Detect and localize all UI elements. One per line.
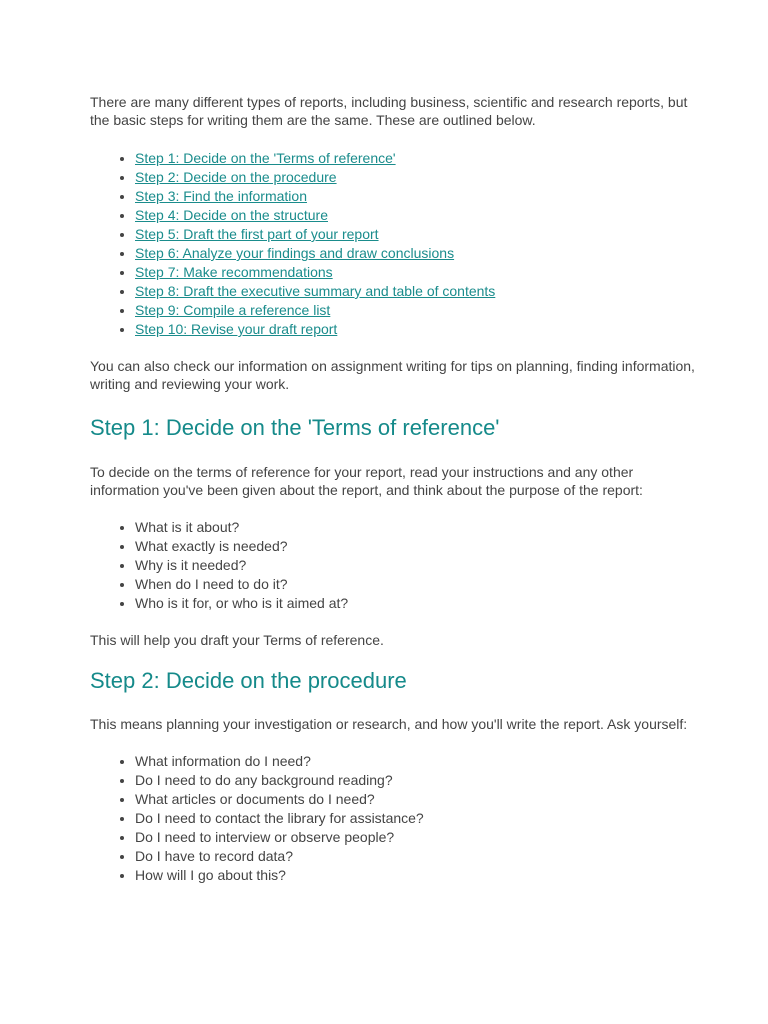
list-item: • What articles or documents do I need?: [135, 790, 700, 809]
step-1-question-list: [90, 518, 700, 613]
step-3-link[interactable]: Step 3: Find the information: [135, 188, 307, 204]
list-item: [135, 149, 700, 168]
step-1-paragraph: To decide on the terms of reference for your report, read your instructions and any other information you've been given about the report, and think about the purpose of the report:: [90, 464, 643, 498]
step-2-heading: Step 2: Decide on the procedure: [90, 668, 407, 693]
list-item: • How will I go about this?: [135, 866, 700, 885]
list-item: [135, 168, 700, 187]
list-item: • What exactly is needed?: [135, 537, 700, 556]
list-item: • Do I need to do any background reading?: [135, 771, 700, 790]
list-item: [135, 263, 700, 282]
list-item: [135, 206, 700, 225]
list-item: [135, 301, 700, 320]
step-7-link[interactable]: Step 7: Make recommendations: [135, 264, 333, 280]
list-item: [135, 320, 700, 339]
step-5-link[interactable]: Step 5: Draft the first part of your report: [135, 226, 379, 242]
list-item: • Do I have to record data?: [135, 847, 700, 866]
step-2-question-list: [90, 752, 700, 885]
step-1-outro-paragraph: This will help you draft your Terms of reference.: [90, 632, 384, 648]
list-item: [135, 187, 700, 206]
list-item: • Who is it for, or who is it aimed at?: [135, 594, 700, 613]
steps-link-list: [90, 149, 700, 339]
list-item: • Why is it needed?: [135, 556, 700, 575]
assignment-writing-paragraph: You can also check our information on assignment writing for tips on planning, finding information, writing and reviewing your work.: [90, 358, 695, 392]
list-item: [135, 225, 700, 244]
step-1-heading: Step 1: Decide on the 'Terms of reference': [90, 415, 500, 440]
step-4-link[interactable]: Step 4: Decide on the structure: [135, 207, 328, 223]
step-10-link[interactable]: Step 10: Revise your draft report: [135, 321, 338, 337]
step-6-link[interactable]: Step 6: Analyze your findings and draw conclusions: [135, 245, 455, 261]
step-9-link[interactable]: Step 9: Compile a reference list: [135, 302, 331, 318]
step-1-link[interactable]: Step 1: Decide on the 'Terms of reference': [135, 150, 396, 166]
list-item: [135, 244, 700, 263]
list-item: • What information do I need?: [135, 752, 700, 771]
list-item: • Do I need to interview or observe people?: [135, 828, 700, 847]
list-item: • What is it about?: [135, 518, 700, 537]
document-page: [90, 93, 700, 885]
step-2-link[interactable]: Step 2: Decide on the procedure: [135, 169, 337, 185]
list-item: [135, 282, 700, 301]
step-2-paragraph: This means planning your investigation or research, and how you'll write the report. Ask yourself:: [90, 716, 688, 732]
step-8-link[interactable]: Step 8: Draft the executive summary and table of contents: [135, 283, 496, 299]
list-item: • Do I need to contact the library for assistance?: [135, 809, 700, 828]
intro-paragraph: There are many different types of reports, including business, scientific and research reports, but the basic steps for writing them are the same. These are outlined below.: [90, 94, 688, 128]
list-item: • When do I need to do it?: [135, 575, 700, 594]
